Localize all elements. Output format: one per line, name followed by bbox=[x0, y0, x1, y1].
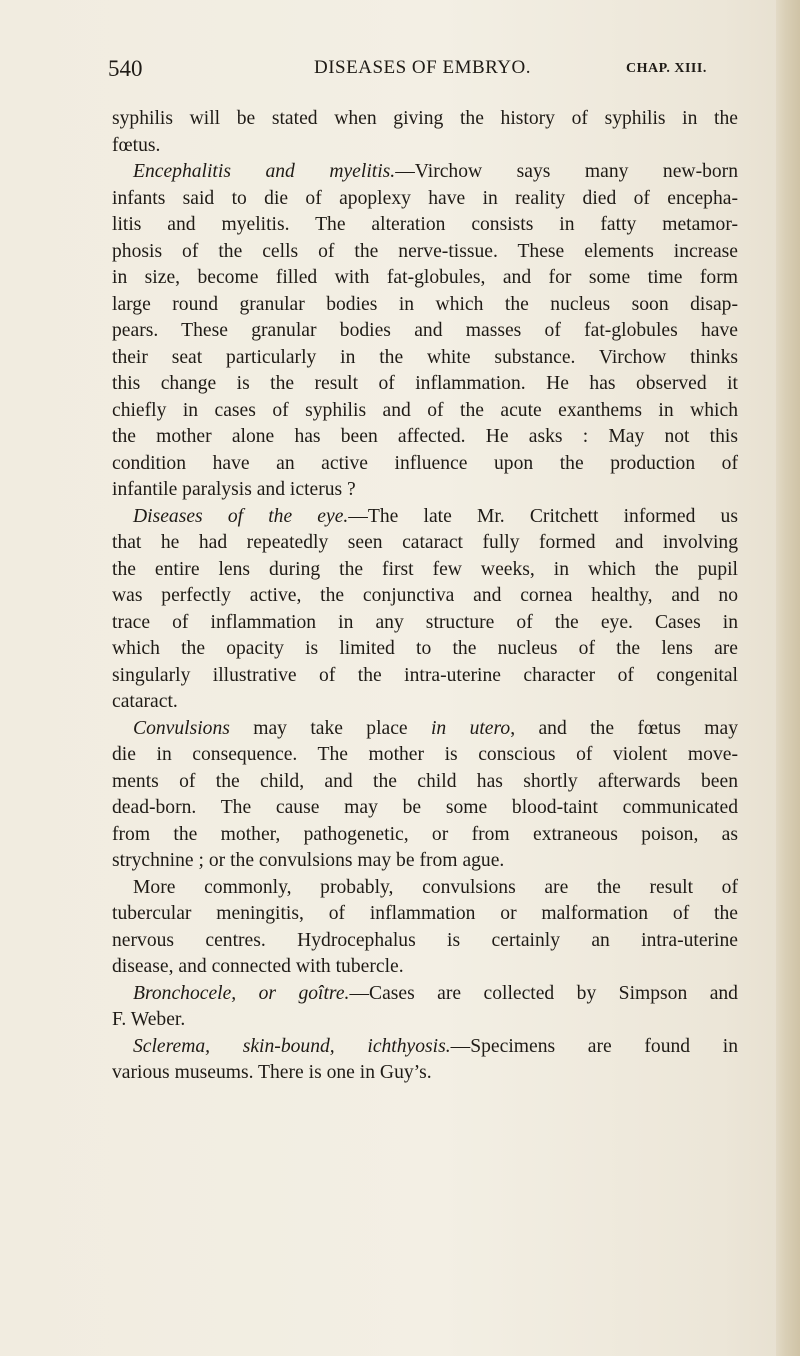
text-line: various museums. There is one in Guy’s. bbox=[112, 1062, 432, 1083]
text-line: Encephalitis and myelitis.—Virchow says many new-born bbox=[133, 161, 739, 182]
text-line: trace of inflammation in any structure of the eye. Cases in bbox=[112, 611, 738, 633]
text-line: disease, and connected with tubercle. bbox=[112, 956, 404, 977]
text-line: from the mother, pathogenetic, or from extraneous poison, as bbox=[112, 823, 738, 845]
text-line: Diseases of the eye.—The late Mr. Critchett informed us bbox=[133, 505, 738, 527]
page-header bbox=[108, 56, 748, 86]
chapter-label: CHAP. XIII. bbox=[626, 61, 707, 76]
text-line: their seat particularly in the white substance. Virchow thinks bbox=[112, 346, 738, 368]
text-line: dead-born. The cause may be some blood-taint communicated bbox=[112, 797, 738, 818]
text-line: singularly illustrative of the intra-uterine character of congenital bbox=[112, 664, 738, 686]
text-line: strychnine ; or the convulsions may be from ague. bbox=[112, 850, 505, 871]
text-line: ments of the child, and the child has shortly afterwards been bbox=[112, 770, 738, 792]
text-line: die in consequence. The mother is conscious of violent move- bbox=[112, 744, 738, 765]
text-line: this change is the result of inflammation. He has observed it bbox=[112, 373, 738, 394]
text-line: Convulsions may take place in utero, and the fœtus may bbox=[133, 717, 739, 739]
text-line: cataract. bbox=[112, 691, 178, 712]
text-line: infantile paralysis and icterus ? bbox=[112, 479, 356, 500]
italic-phrase: in utero bbox=[430, 717, 511, 739]
section-heading: Encephalitis and myelitis. bbox=[133, 161, 396, 182]
text-line: was perfectly active, the conjunctiva and cornea healthy, and no bbox=[112, 585, 738, 606]
text-line: More commonly, probably, convulsions are the result of bbox=[133, 876, 738, 898]
text-line: phosis of the cells of the nerve-tissue. These elements increase bbox=[112, 240, 738, 262]
text-line: that he had repeatedly seen cataract fully formed and involving bbox=[112, 532, 738, 553]
text-line: nervous centres. Hydrocephalus is certainly an intra-uterine bbox=[112, 929, 738, 951]
text-line: fœtus. bbox=[112, 134, 161, 156]
text-line: F. Weber. bbox=[112, 1009, 186, 1030]
text-line: Sclerema, skin-bound, ichthyosis.—Specimens are found in bbox=[133, 1035, 738, 1057]
text-line: chiefly in cases of syphilis and of the acute exanthems in which bbox=[112, 399, 738, 421]
text-line: infants said to die of apoplexy have in reality died of encepha- bbox=[112, 187, 738, 209]
page-edge-shadow bbox=[776, 0, 800, 1356]
text-line: large round granular bodies in which the nucleus soon disap- bbox=[112, 293, 738, 315]
section-heading: Bronchocele, or goître. bbox=[133, 982, 350, 1004]
text-line: pears. These granular bodies and masses of fat-globules have bbox=[112, 320, 738, 341]
section-heading: Convulsions bbox=[133, 717, 230, 739]
page-number: 540 bbox=[108, 56, 143, 81]
body-text bbox=[112, 106, 738, 1087]
text-line: in size, become filled with fat-globules, and for some time form bbox=[112, 267, 738, 288]
section-heading: Diseases of the eye. bbox=[133, 505, 349, 527]
running-head: DISEASES OF EMBRYO. bbox=[314, 57, 531, 78]
text-line: syphilis will be stated when giving the history of syphilis in the bbox=[112, 108, 738, 129]
text-line: tubercular meningitis, of inflammation or malformation of the bbox=[112, 903, 738, 924]
section-heading: Sclerema, skin-bound, ichthyosis. bbox=[133, 1035, 451, 1057]
text-line: litis and myelitis. The alteration consists in fatty metamor- bbox=[112, 214, 738, 235]
text-line: which the opacity is limited to the nucleus of the lens are bbox=[112, 638, 738, 659]
text-line: the entire lens during the first few weeks, in which the pupil bbox=[112, 558, 738, 580]
text-line: the mother alone has been affected. He asks : May not this bbox=[112, 426, 738, 447]
text-line: condition have an active influence upon the production of bbox=[112, 452, 738, 474]
text-line: Bronchocele, or goître.—Cases are collected by Simpson and bbox=[133, 982, 738, 1004]
